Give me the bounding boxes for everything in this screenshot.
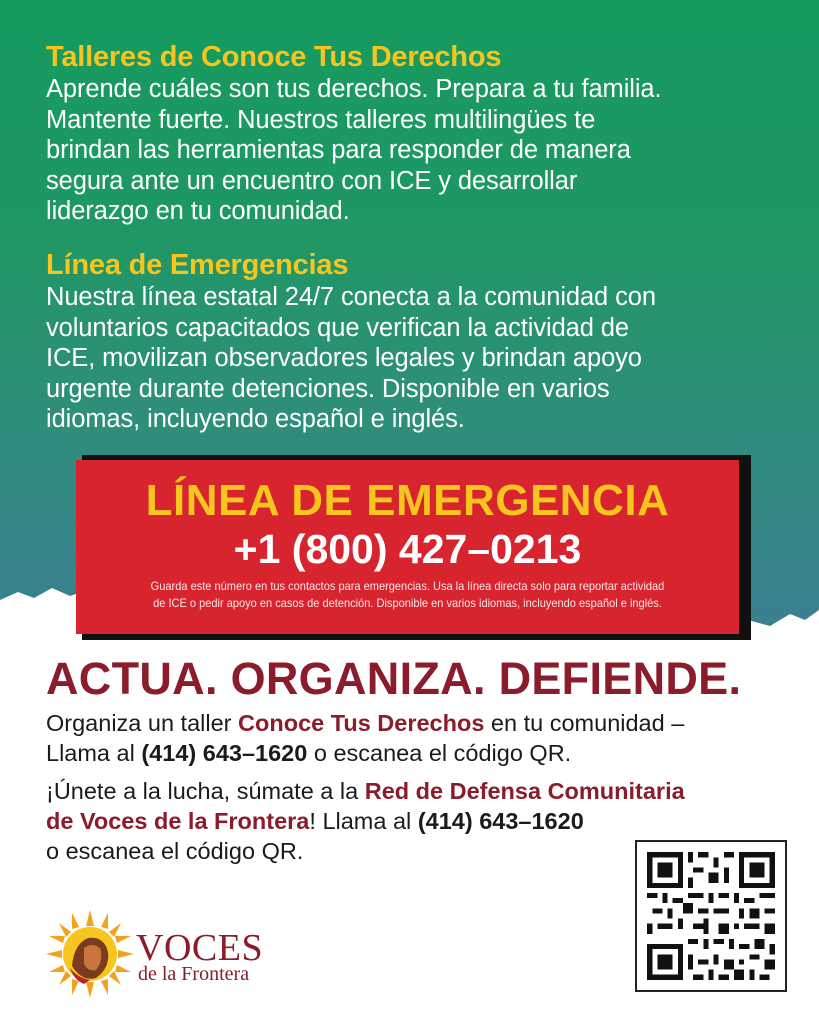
organize-paragraph [46, 708, 776, 768]
hotline-note [139, 578, 675, 612]
emergency-line-line: ICE, movilizan observadores legales y brindan apoyo [46, 344, 642, 372]
workshops-section [46, 40, 776, 227]
workshops-line: liderazgo en tu comunidad. [46, 197, 350, 225]
defense-network-name: Red de Defensa Comunitaria [364, 778, 685, 804]
hotline-note-line: Guarda este número en tus contactos para emergencias. Usa la línea directa solo para reportar actividad [150, 579, 665, 593]
slogan: ACTUA. ORGANIZA. DEFIENDE. [46, 653, 742, 704]
emergency-line-line: voluntarios capacitados que verifican la actividad de [46, 313, 629, 342]
workshops-body [46, 74, 776, 227]
emergency-line-section [46, 248, 776, 435]
know-your-rights-link: Conoce Tus Derechos [238, 710, 485, 736]
organize-text: Organiza un taller [46, 710, 239, 736]
join-text: ¡Únete a la lucha, súmate a la [46, 778, 365, 804]
organize-text: Llama al [46, 740, 142, 766]
sun-logo-icon [44, 908, 136, 1000]
organize-phone[interactable]: (414) 643–1620 [141, 740, 308, 766]
organize-line-2 [46, 738, 776, 768]
organize-text: o escanea el código QR. [307, 740, 572, 766]
organize-line-1 [46, 708, 776, 738]
workshops-title: Talleres de Conoce Tus Derechos [46, 41, 502, 73]
hotline-number[interactable]: +1 (800) 427–0213 [233, 526, 582, 572]
emergency-line-body [46, 282, 776, 435]
org-name: de Voces de la Frontera [46, 808, 310, 834]
workshops-line: brindan las herramientas para responder de manera [46, 136, 631, 164]
hotline-note-line: de ICE o pedir apoyo en casos de detención. Disponible en varios idiomas, incluyendo español e inglés. [153, 596, 662, 610]
emergency-line-line: idiomas, incluyendo español e inglés. [46, 405, 465, 433]
emergency-line-line: Nuestra línea estatal 24/7 conecta a la comunidad con [46, 283, 656, 311]
qr-code-icon [637, 842, 785, 990]
emergency-line-title: Línea de Emergencias [46, 249, 349, 281]
join-line-1 [46, 776, 776, 806]
join-line-2 [46, 806, 776, 836]
join-text: ! Llama al [309, 808, 418, 834]
hotline-title: LÍNEA DE EMERGENCIA [145, 476, 670, 525]
qr-code[interactable] [635, 840, 787, 992]
join-phone[interactable]: (414) 643–1620 [417, 808, 584, 834]
workshops-line: Aprende cuáles son tus derechos. Prepara a tu familia. [46, 75, 662, 103]
hotline-box [76, 460, 739, 634]
workshops-line: Mantente fuerte. Nuestros talleres multilingües te [46, 105, 596, 134]
emergency-line-line: urgente durante detenciones. Disponible en varios [46, 374, 610, 403]
organize-text: en tu comunidad – [484, 710, 685, 736]
logo-voces-text: VOCES [136, 927, 264, 969]
logo-frontera-text: de la Frontera [138, 963, 250, 985]
join-line-3: o escanea el código QR. [46, 838, 304, 864]
workshops-line: segura ante un encuentro con ICE y desarrollar [46, 166, 578, 195]
voces-logo [44, 908, 284, 998]
